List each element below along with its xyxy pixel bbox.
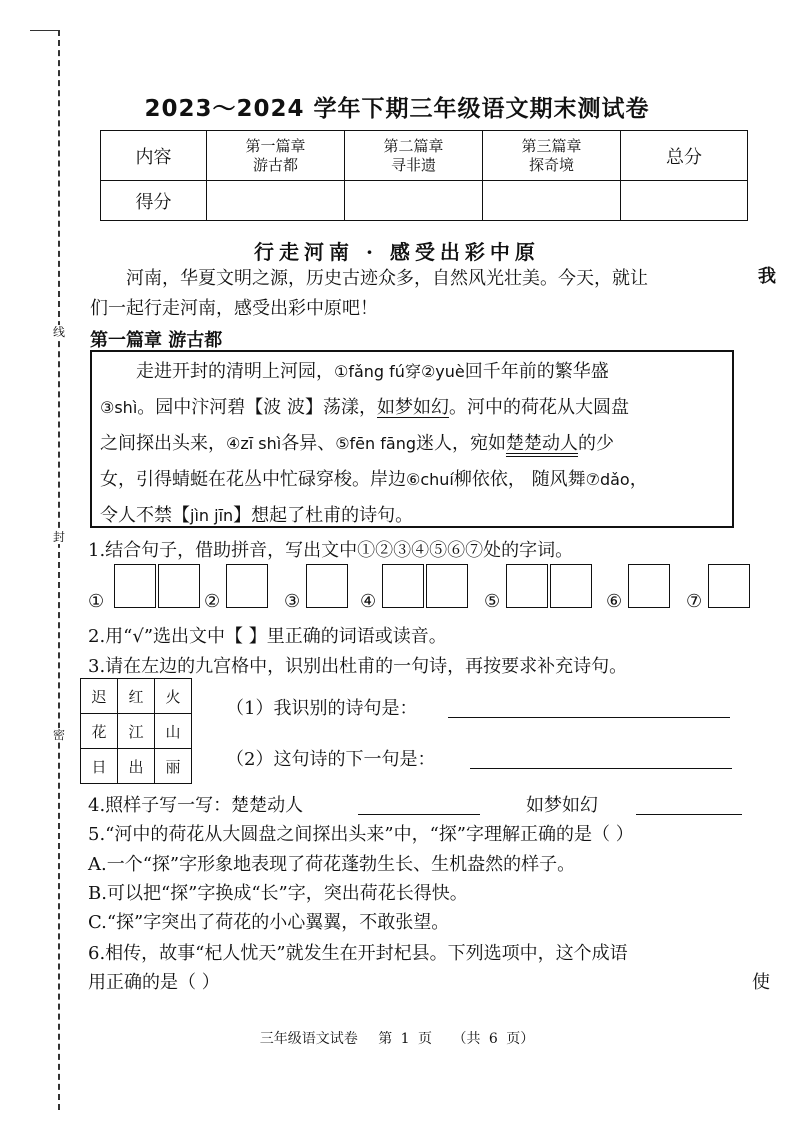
binding-top-line (30, 30, 58, 31)
grid-cell: 花 (81, 714, 118, 749)
passage-line: ③shì。园中汴河碧【波 波】荡漾，如梦如幻。河中的荷花从大圆盘 (100, 397, 629, 418)
section-subtitle: 行走河南 · 感受出彩中原 (254, 240, 540, 264)
column-chapter-1 (207, 131, 345, 181)
answer-box[interactable] (306, 564, 348, 608)
answer-box[interactable] (426, 564, 468, 608)
question-5-option-b[interactable]: B.可以把“探”字换成“长”字，突出荷花长得快。 (88, 883, 468, 904)
question-2: 2.用“√”选出文中【 】里正确的词语或读音。 (88, 626, 447, 647)
underlined-chuchudongren: 楚楚动人 (505, 433, 578, 454)
question-3-2: （2）这句诗的下一句是： (226, 749, 436, 770)
grid-cell: 红 (118, 679, 155, 714)
pinyin-3: ③shì (100, 398, 138, 417)
answer-line-3-2[interactable] (470, 768, 732, 769)
passage-line: 令人不禁【jìn jīn】想起了杜甫的诗句。 (100, 505, 414, 526)
column-chapter-2-line2: 寻非遗 (390, 155, 436, 174)
question-6: 6.相传，故事“杞人忧天”就发生在开封杞县。下列选项中，这个成语 (88, 943, 628, 964)
intro-line-2: 们一起行走河南，感受出彩中原吧！ (90, 298, 378, 319)
column-chapter-2 (345, 131, 483, 181)
passage-line: 走进开封的清明上河园，①fǎng fú穿②yuè回千年前的繁华盛 (136, 361, 609, 382)
reading-passage (90, 350, 734, 528)
question-6-line-2: 用正确的是（ ） (88, 972, 220, 993)
column-chapter-1-line2: 游古都 (252, 155, 298, 174)
question-5-option-a[interactable]: A.一个“探”字形象地表现了荷花蓬勃生长、生机盎然的样子。 (88, 854, 576, 875)
exam-title: 2023～2024 学年下期三年级语文期末测试卷 (144, 96, 650, 122)
column-chapter-3-line1: 第三篇章 (521, 136, 582, 155)
binding-char-xian: 线 (52, 325, 65, 339)
underlined-rumengruhuan: 如梦如幻 (377, 397, 449, 418)
grid-cell: 山 (155, 714, 192, 749)
intro-paragraph (90, 264, 770, 324)
answer-group-2: ② (204, 562, 274, 610)
score-cell-chapter-3[interactable] (483, 181, 621, 221)
question-4-example-2: 如梦如幻 (526, 795, 598, 816)
answer-group-7: ⑦ (686, 562, 756, 610)
chapter-1-heading: 第一篇章 游古都 (90, 330, 223, 351)
column-chapter-3 (483, 131, 621, 181)
answer-group-5: ⑤ (484, 562, 604, 610)
grid-cell: 出 (118, 749, 155, 784)
score-cell-chapter-1[interactable] (207, 181, 345, 221)
footer-total-pages: （共 6 页） (452, 1031, 535, 1047)
grid-cell: 迟 (81, 679, 118, 714)
question-5-option-c[interactable]: C.“探”字突出了荷花的小心翼翼，不敢张望。 (88, 912, 450, 933)
cut-off-glyph-top: 我 (758, 266, 776, 287)
score-row-label: 得分 (101, 181, 207, 221)
score-table (100, 130, 748, 221)
answer-box[interactable] (628, 564, 670, 608)
grid-cell: 日 (81, 749, 118, 784)
pinyin-5: ⑤fēn fāng (335, 434, 416, 453)
pinyin-6: ⑥chuí (406, 470, 454, 489)
score-cell-chapter-2[interactable] (345, 181, 483, 221)
answer-group-4: ④ (360, 562, 480, 610)
question-5: 5.“河中的荷花从大圆盘之间探出头来”中，“探”字理解正确的是（ ） (88, 824, 634, 845)
cut-off-glyph-bottom: 使 (752, 972, 770, 993)
pinyin-1-2: ①fǎng fú穿②yuè (334, 362, 465, 381)
question-3: 3.请在左边的九宫格中，识别出杜甫的一句诗，再按要求补充诗句。 (88, 656, 628, 677)
answer-group-3: ③ (284, 562, 354, 610)
answer-box[interactable] (708, 564, 750, 608)
grid-cell: 江 (118, 714, 155, 749)
pinyin-jin-choice: jìn jīn (190, 506, 234, 525)
intro-line-1: 河南，华夏文明之源，历史古迹众多，自然风光壮美。今天，就让 (126, 268, 648, 289)
answer-box[interactable] (158, 564, 200, 608)
passage-line: 之间探出头来，④zī shì各异、⑤fēn fāng迷人，宛如楚楚动人的少 (100, 433, 614, 454)
grid-cell: 丽 (155, 749, 192, 784)
column-chapter-3-line2: 探奇境 (528, 155, 574, 174)
answer-boxes (88, 562, 758, 612)
question-1: 1.结合句子，借助拼音，写出文中①②③④⑤⑥⑦处的字词。 (88, 540, 574, 561)
question-3-1: （1）我识别的诗句是： (226, 698, 418, 719)
passage-line: 女，引得蜻蜓在花丛中忙碌穿梭。岸边⑥chuí柳依依， 随风舞⑦dǎo， (100, 469, 648, 490)
binding-char-feng: 封 (52, 530, 65, 544)
footer-exam-name: 三年级语文试卷 (259, 1031, 358, 1047)
column-chapter-2-line1: 第二篇章 (383, 136, 444, 155)
answer-line-4-1[interactable] (358, 814, 480, 815)
answer-group-1: ① (88, 562, 208, 610)
content-header: 内容 (101, 131, 207, 181)
grid-cell: 火 (155, 679, 192, 714)
answer-line-4-2[interactable] (636, 814, 742, 815)
pinyin-4: ④zī shì (226, 434, 282, 453)
answer-box[interactable] (114, 564, 156, 608)
page-footer (0, 1028, 794, 1048)
column-chapter-1-line1: 第一篇章 (245, 136, 306, 155)
binding-char-mi: 密 (52, 728, 65, 742)
answer-group-6: ⑥ (606, 562, 676, 610)
answer-line-3-1[interactable] (448, 717, 730, 718)
answer-box[interactable] (550, 564, 592, 608)
total-header: 总分 (621, 131, 748, 181)
question-4: 4.照样子写一写：楚楚动人 (88, 795, 304, 816)
score-cell-total[interactable] (621, 181, 748, 221)
binding-dashed-line (58, 30, 60, 1110)
footer-page-number: 第 1 页 (378, 1031, 432, 1047)
answer-box[interactable] (506, 564, 548, 608)
nine-grid (80, 678, 192, 784)
answer-box[interactable] (382, 564, 424, 608)
answer-box[interactable] (226, 564, 268, 608)
pinyin-7: ⑦dǎo (585, 470, 630, 489)
